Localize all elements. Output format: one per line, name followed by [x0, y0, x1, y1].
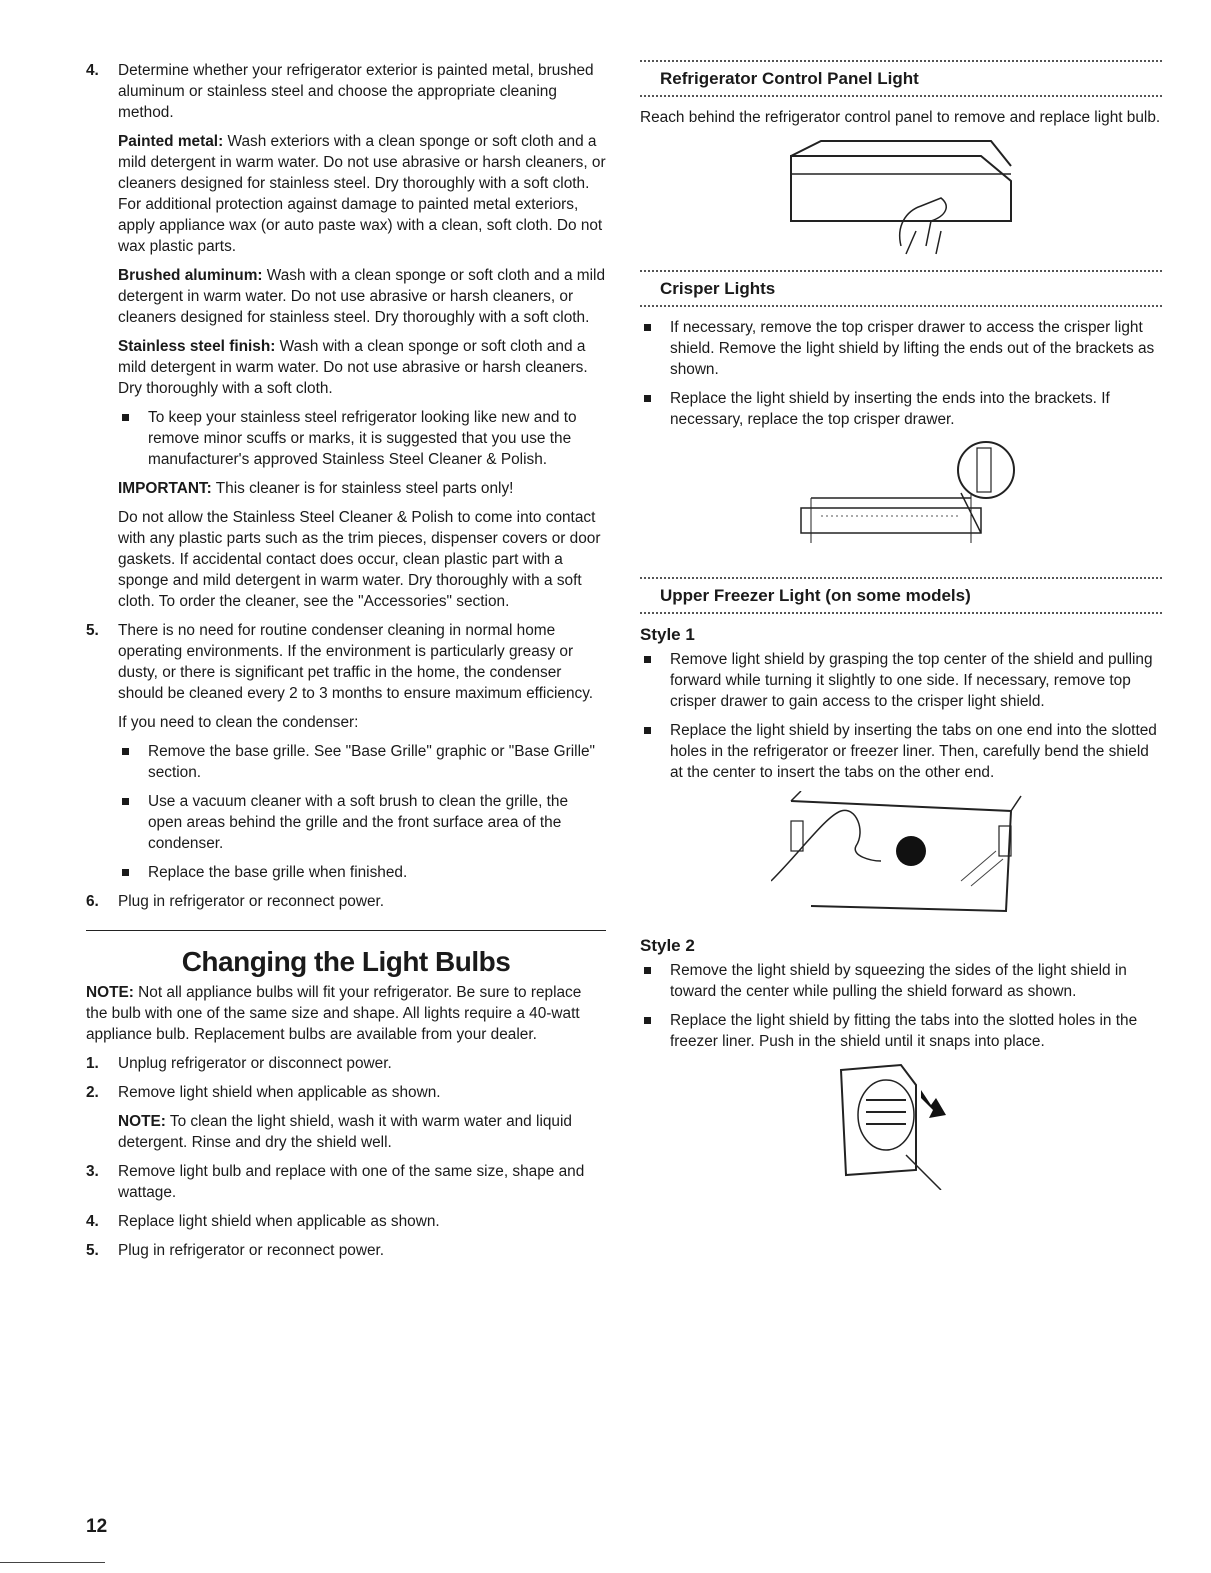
bullet-text: To keep your stainless steel refrigerator looking like new and to remove minor scuffs or marks, it is suggested that you use the manufacturer's approved Stainless Steel Cleaner & Polish.: [148, 409, 577, 468]
important-label: IMPORTANT:: [118, 480, 212, 497]
condenser-bullet: [118, 741, 606, 783]
bullet-text: Remove the base grille. See "Base Grille" graphic or "Base Grille" section.: [148, 743, 596, 781]
upper-freezer-heading: Upper Freezer Light (on some models): [640, 577, 1162, 614]
style-2-bullet: [640, 960, 1162, 1002]
bulb-step-3: [86, 1161, 606, 1203]
condenser-bullet: [118, 791, 606, 854]
left-column: [86, 60, 606, 1269]
step-number: 2.: [86, 1084, 99, 1101]
stainless-bullet: [118, 407, 606, 470]
step-number: 4.: [86, 1213, 99, 1230]
crisper-bullet: [640, 388, 1162, 430]
style-2-heading: Style 2: [640, 936, 695, 955]
step-text: Plug in refrigerator or reconnect power.: [118, 1242, 385, 1259]
bullet-icon: [644, 656, 651, 663]
note-label: NOTE:: [118, 1113, 166, 1130]
section-divider: [86, 930, 606, 931]
crisper-heading: Crisper Lights: [640, 270, 1162, 307]
condenser-bullet: [118, 862, 606, 883]
bullet-icon: [122, 869, 129, 876]
step-number: 4.: [86, 62, 99, 79]
step-text: Plug in refrigerator or reconnect power.: [118, 893, 385, 910]
bullet-text: Replace the light shield by inserting the ends into the brackets. If necessary, replace the top crisper drawer.: [670, 390, 1110, 428]
note-text: Not all appliance bulbs will fit your refrigerator. Be sure to replace the bulb with one of the same size and shape. All lights require a 40-watt appliance bulb. Replacement bulbs are available from your dealer.: [86, 984, 582, 1043]
condenser-intro: If you need to clean the condenser:: [118, 714, 359, 731]
bullet-icon: [644, 967, 651, 974]
freezer-light-style-1-illustration: [771, 791, 1031, 921]
control-panel-text: Reach behind the refrigerator control panel to remove and replace light bulb.: [640, 109, 1161, 126]
step-number: 5.: [86, 1242, 99, 1259]
style-2-bullet: [640, 1010, 1162, 1052]
bullet-text: Replace the light shield by fitting the tabs into the slotted holes in the freezer liner. Push in the shield until it snaps into place.: [670, 1012, 1138, 1050]
freezer-light-style-2-illustration: [821, 1060, 981, 1190]
brushed-aluminum-text: Wash with a clean sponge or soft cloth and a mild detergent in warm water. Do not use abrasive or harsh cleaners, or cleaners designed for stainless steel. Dry thoroughly with a soft cloth.: [118, 267, 605, 326]
bullet-text: Replace the light shield by inserting the tabs on one end into the slotted holes in the refrigerator or freezer liner. Then, carefully bend the shield at the center to insert the tabs on the other end.: [670, 722, 1157, 781]
bullet-text: If necessary, remove the top crisper drawer to access the crisper light shield. Remove the light shield by lifting the ends out of the brackets as shown.: [670, 319, 1155, 378]
stainless-text: Wash with a clean sponge or soft cloth and a mild detergent in warm water. Do not use abrasive or harsh cleaners. Dry thoroughly with a soft cloth.: [118, 338, 588, 397]
bulb-step-2: [86, 1082, 606, 1153]
note-paragraph: [86, 982, 606, 1045]
step-text: Determine whether your refrigerator exterior is painted metal, brushed aluminum or stainless steel and choose the appropriate cleaning method.: [118, 62, 594, 121]
important-text: This cleaner is for stainless steel parts only!: [215, 480, 514, 497]
painted-metal-text: Wash exteriors with a clean sponge or soft cloth and a mild detergent in warm water. Do not use abrasive or harsh cleaners, or cleaners designed for stainless steel. Dry thoroughly with a soft cloth. For additional protection against damage to painted metal exteriors, apply appliance wax (or auto paste wax) with a clean, soft cloth. Do not wax plastic parts.: [118, 133, 606, 255]
painted-metal-label: Painted metal:: [118, 133, 224, 150]
painted-metal-paragraph: [118, 131, 606, 257]
step-text: Remove light bulb and replace with one of the same size, shape and wattage.: [118, 1163, 585, 1201]
step-number: 3.: [86, 1163, 99, 1180]
step-text: Unplug refrigerator or disconnect power.: [118, 1055, 392, 1072]
crisper-light-illustration: [781, 438, 1021, 563]
bullet-icon: [644, 727, 651, 734]
bullet-icon: [644, 324, 651, 331]
bullet-icon: [122, 414, 129, 421]
step-5: [86, 620, 606, 883]
right-column: [640, 60, 1162, 1204]
style-1-bullet: [640, 649, 1162, 712]
control-panel-heading: Refrigerator Control Panel Light: [640, 60, 1162, 97]
do-not-paragraph: Do not allow the Stainless Steel Cleaner & Polish to come into contact with any plastic parts such as the trim pieces, dispenser covers or door gaskets. If accidental contact does occur, clean plastic part with a sponge and mild detergent in warm water. Dry thoroughly with a soft cloth. To order the cleaner, see the "Accessories" section.: [118, 509, 601, 610]
footer-rule: [0, 1562, 105, 1563]
style-1-heading: Style 1: [640, 625, 695, 644]
bulb-step-5: [86, 1240, 606, 1261]
page-number: 12: [86, 1516, 108, 1537]
bulb-step-4: [86, 1211, 606, 1232]
bullet-icon: [122, 798, 129, 805]
brushed-aluminum-label: Brushed aluminum:: [118, 267, 263, 284]
important-paragraph: [118, 478, 606, 499]
bullet-text: Remove light shield by grasping the top center of the shield and pulling forward while turning it slightly to one side. If necessary, remove top crisper drawer to gain access to the crisper light shield.: [670, 651, 1153, 710]
note-text: To clean the light shield, wash it with warm water and liquid detergent. Rinse and dry the shield well.: [118, 1113, 572, 1151]
step-text: Remove light shield when applicable as shown.: [118, 1084, 441, 1101]
bullet-icon: [122, 748, 129, 755]
step-number: 6.: [86, 893, 99, 910]
bullet-text: Use a vacuum cleaner with a soft brush to clean the grille, the open areas behind the grille and the front surface area of the condenser.: [148, 793, 569, 852]
step-4: [86, 60, 606, 612]
step-text: There is no need for routine condenser cleaning in normal home operating environments. If the environment is particularly greasy or dusty, or there is significant pet traffic in the home, the condenser should be cleaned every 2 to 3 months to ensure maximum efficiency.: [118, 622, 594, 702]
bullet-text: Remove the light shield by squeezing the sides of the light shield in toward the center while pulling the shield forward as shown.: [670, 962, 1127, 1000]
section-title: Changing the Light Bulbs: [181, 946, 511, 977]
control-panel-illustration: [781, 136, 1021, 256]
step-number: 5.: [86, 622, 99, 639]
stainless-paragraph: [118, 336, 606, 399]
note-label: NOTE:: [86, 984, 134, 1001]
crisper-bullet: [640, 317, 1162, 380]
bullet-icon: [644, 1017, 651, 1024]
step-note: [118, 1111, 606, 1153]
brushed-aluminum-paragraph: [118, 265, 606, 328]
bullet-text: Replace the base grille when finished.: [148, 864, 408, 881]
bulb-step-1: [86, 1053, 606, 1074]
bullet-icon: [644, 395, 651, 402]
style-1-bullet: [640, 720, 1162, 783]
step-number: 1.: [86, 1055, 99, 1072]
stainless-label: Stainless steel finish:: [118, 338, 276, 355]
step-text: Replace light shield when applicable as shown.: [118, 1213, 440, 1230]
step-6: [86, 891, 606, 912]
